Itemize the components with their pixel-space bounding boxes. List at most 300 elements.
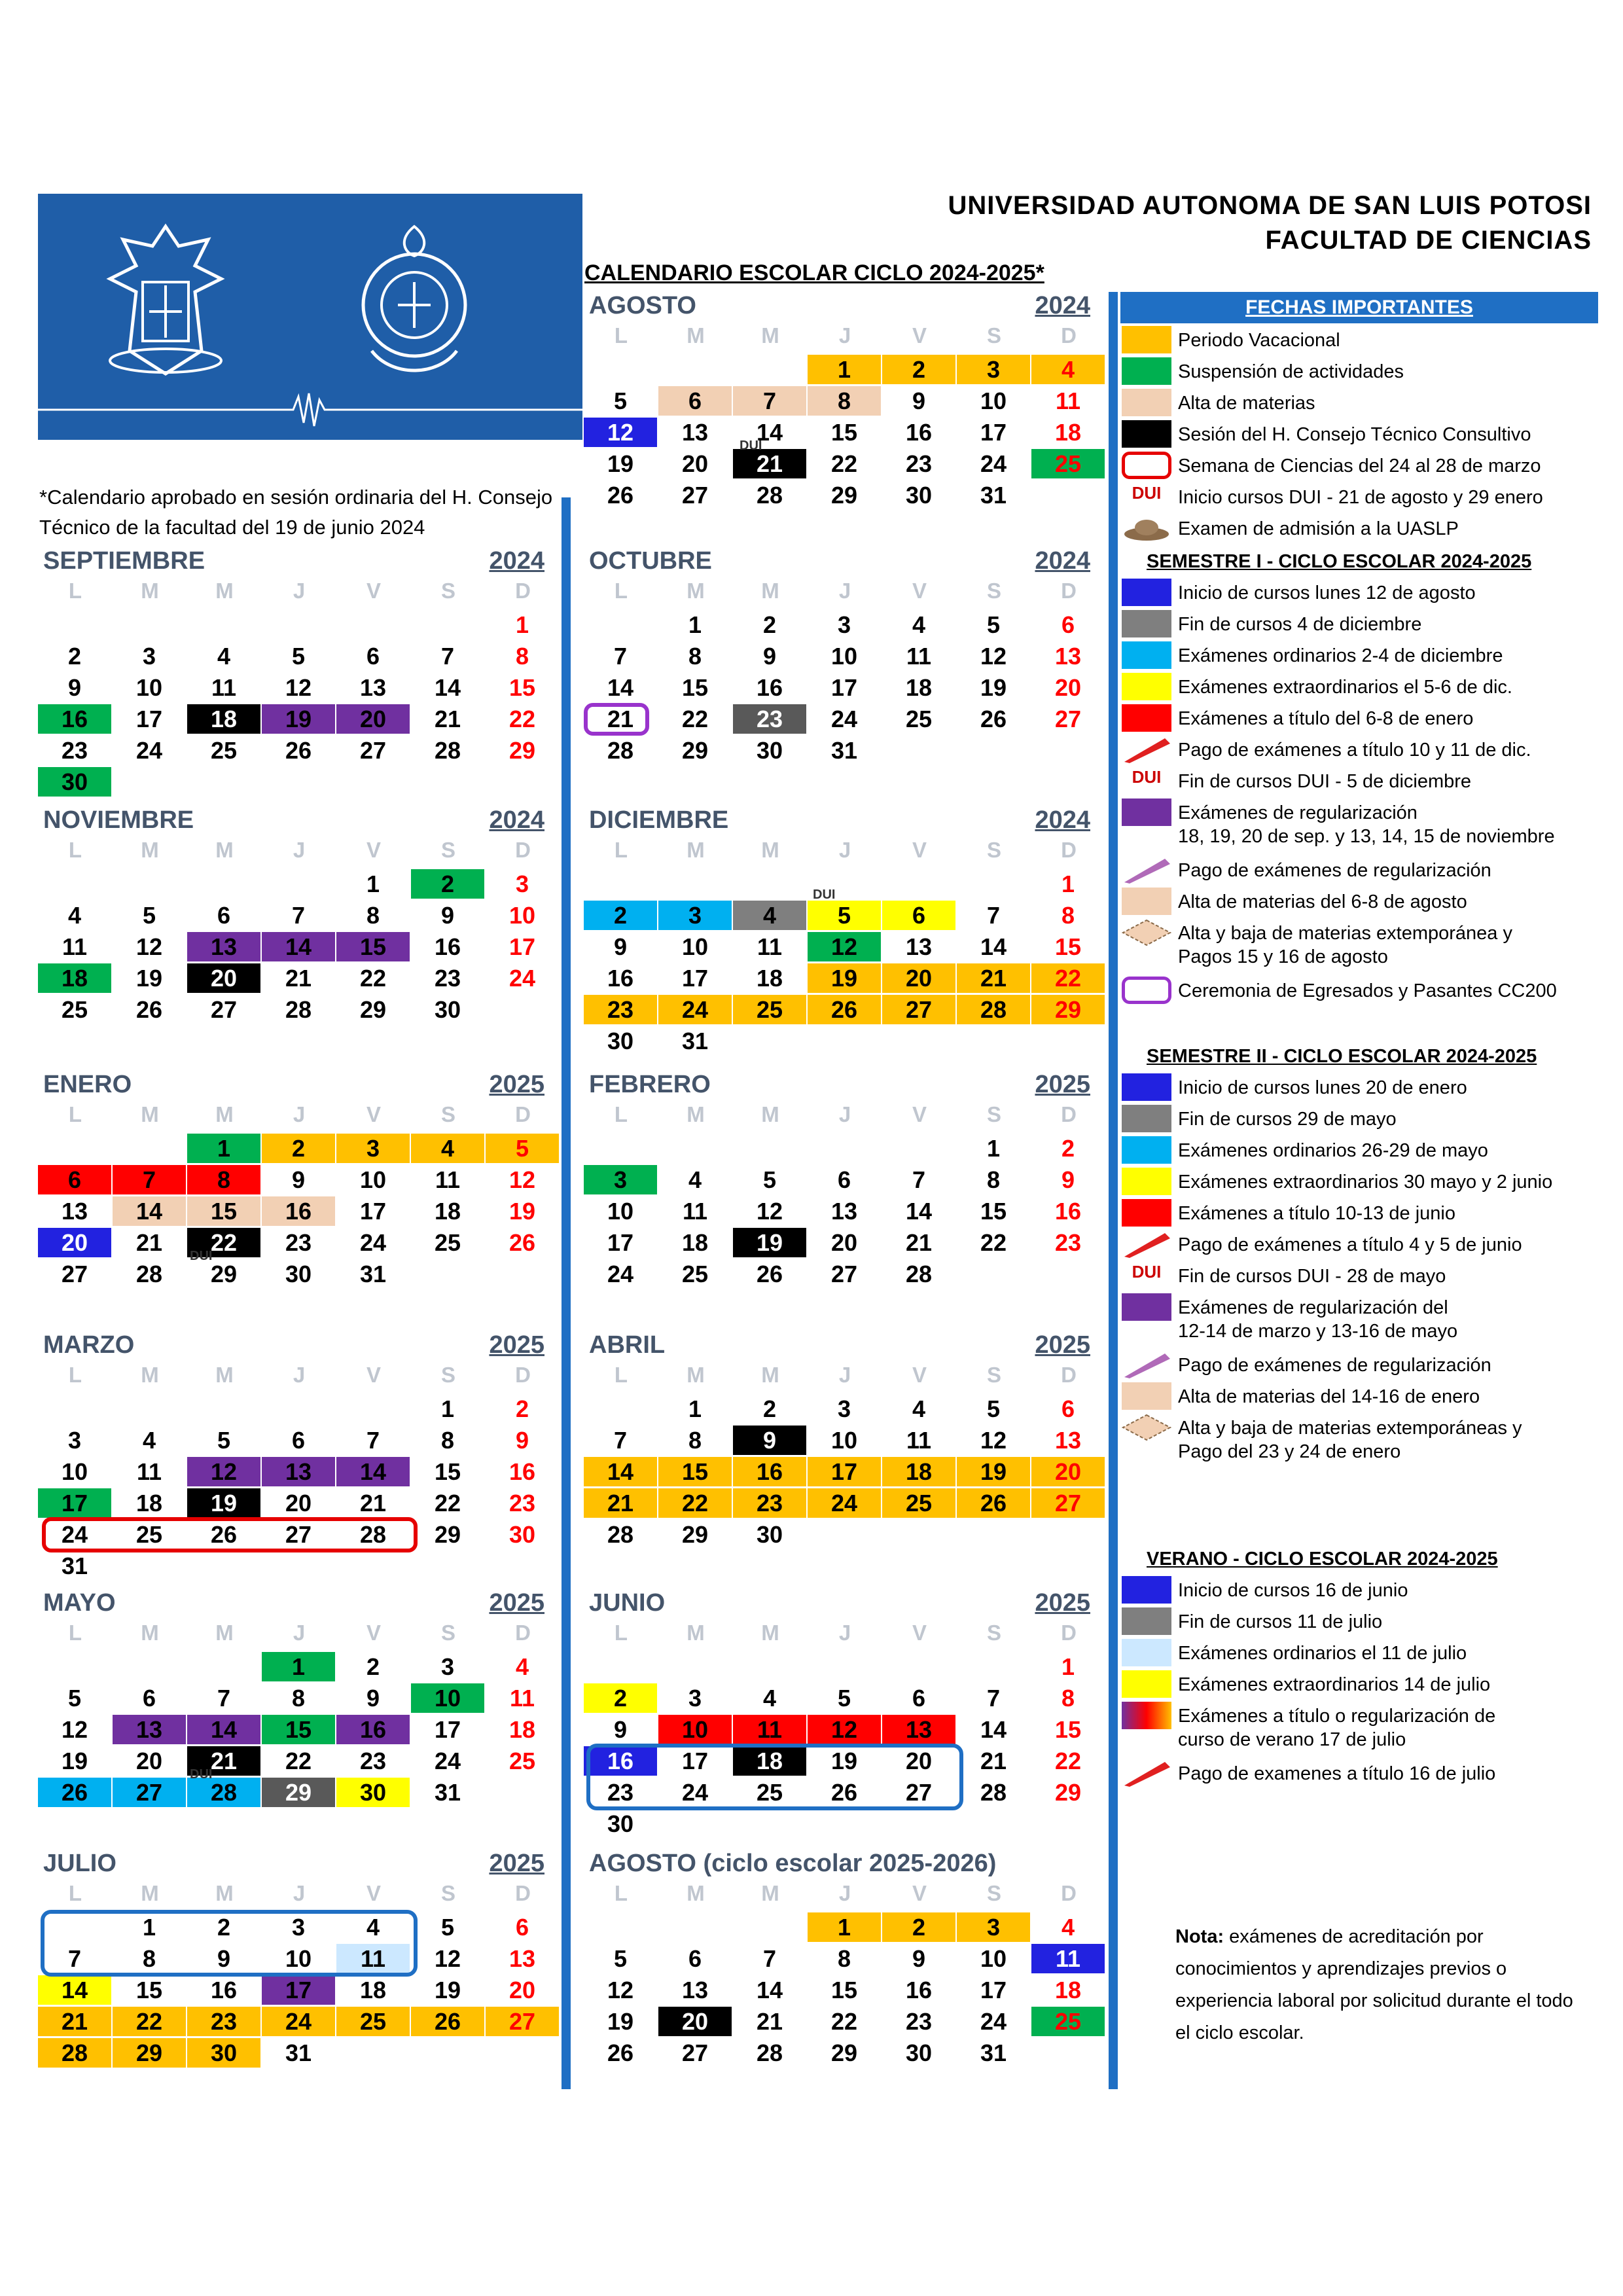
- gradient-swatch: [1122, 1702, 1171, 1729]
- weekday-label: L: [614, 1102, 628, 1126]
- calendar-day: 11: [682, 1198, 708, 1225]
- calendar-day: 2: [262, 1134, 335, 1163]
- weekday-label: L: [68, 1102, 82, 1126]
- calendar-day: 30: [508, 1521, 536, 1548]
- legend-item: [1120, 672, 1598, 703]
- calendar-day: 1: [688, 611, 702, 638]
- calendar-title: CALENDARIO ESCOLAR CICLO 2024-2025*: [584, 260, 1044, 285]
- calendar-day: 31: [434, 1779, 461, 1806]
- calendar-day: 21: [905, 1229, 933, 1256]
- calendar-day: 25: [905, 706, 933, 732]
- calendar-day: 4: [411, 1134, 484, 1163]
- weekday-label: M: [141, 838, 159, 862]
- calendar-day: 1: [808, 355, 881, 384]
- weekday-label: D: [515, 579, 531, 603]
- calendar-day: 24: [681, 1779, 709, 1806]
- calendar-day: 20: [882, 963, 955, 993]
- legend-item: [1120, 513, 1598, 545]
- calendar-day: 18: [135, 1490, 163, 1516]
- calendar-day: 18: [733, 1746, 806, 1776]
- calendar-day: 20: [658, 2007, 732, 2036]
- calendar-day: 30: [285, 1261, 312, 1287]
- weekday-label: J: [293, 1621, 306, 1645]
- calendar-day: 4: [912, 611, 926, 638]
- calendar-day: 18: [905, 674, 933, 701]
- weekday-label: M: [761, 579, 779, 603]
- calendar-day: 23: [1054, 1229, 1082, 1256]
- calendar-day: 14: [187, 1715, 260, 1744]
- color-swatch: [1122, 1293, 1171, 1321]
- calendar-day: 6: [38, 1165, 111, 1194]
- weekday-label: J: [293, 1102, 306, 1126]
- calendar-day: 11: [136, 1458, 162, 1485]
- calendar-day: 21: [607, 706, 634, 732]
- calendar-day: 15: [135, 1977, 163, 2003]
- calendar-day: 9: [291, 1166, 306, 1193]
- calendar-day: 22: [1054, 1748, 1082, 1774]
- legend-label: Exámenes de regularización del: [1178, 1297, 1448, 1318]
- legend-label: Fin de cursos DUI - 5 de diciembre: [1178, 771, 1472, 792]
- month-name: NOVIEMBRE: [43, 806, 194, 834]
- calendar-day: 9: [515, 1427, 529, 1454]
- calendar-day: 19: [808, 963, 881, 993]
- legend-item: [1120, 387, 1598, 419]
- month-year: 2024: [489, 806, 544, 834]
- calendar-day: 26: [607, 2039, 634, 2066]
- weekday-label: V: [912, 1621, 927, 1645]
- calendar-day: 3: [336, 1134, 410, 1163]
- summer-course-ring: [586, 1744, 963, 1810]
- month-year: 2024: [1035, 292, 1090, 319]
- calendar-day: 5: [762, 1166, 777, 1193]
- color-swatch: [1122, 1607, 1171, 1635]
- month-name: SEPTIEMBRE: [43, 547, 205, 575]
- calendar-day: 22: [658, 1488, 732, 1518]
- calendar-day: 7: [912, 1166, 926, 1193]
- calendar-day: 1: [1061, 1653, 1075, 1680]
- calendar-day: 20: [1054, 674, 1082, 701]
- calendar-day: 15: [336, 932, 410, 961]
- color-swatch: [1122, 389, 1171, 416]
- legend-item: [1120, 1638, 1598, 1669]
- calendar-day: 18: [359, 1977, 387, 2003]
- calendar-day: 1: [366, 870, 380, 897]
- weekday-label: J: [838, 1881, 851, 1905]
- calendar-day: 8: [366, 902, 380, 929]
- calendar-day: 27: [882, 995, 955, 1024]
- calendar-day: 20: [285, 1490, 312, 1516]
- legend-label: 12-14 de marzo y 13-16 de mayo: [1178, 1321, 1458, 1342]
- calendar-day: 25: [336, 2007, 410, 2036]
- calendar-day: 27: [359, 737, 387, 764]
- weekday-label: S: [986, 1621, 1001, 1645]
- legend-item: [1120, 886, 1598, 918]
- month-name: ABRIL: [589, 1331, 666, 1359]
- calendar-day: 19: [434, 1977, 461, 2003]
- legend-item: [1120, 1166, 1598, 1198]
- calendar-day: 2: [584, 901, 657, 930]
- calendar-day: 28: [905, 1261, 933, 1287]
- legend-label: Pago de exámenes a título 10 y 11 de dic.: [1178, 740, 1531, 761]
- calendar-day: 20: [336, 704, 410, 734]
- weekday-label: J: [838, 838, 851, 862]
- calendar-day: 12: [808, 1715, 881, 1744]
- calendar-day: 7: [217, 1685, 231, 1712]
- calendar-day: 11: [336, 1944, 410, 1973]
- calendar-day: 14: [434, 674, 461, 701]
- legend-label: Exámenes ordinarios 2-4 de diciembre: [1178, 645, 1503, 666]
- legend-label: Fin de cursos 29 de mayo: [1178, 1109, 1397, 1130]
- calendar-day: 11: [62, 933, 88, 960]
- calendar-day: 3: [957, 1912, 1030, 1942]
- calendar-day: 17: [434, 1716, 461, 1743]
- month-name: AGOSTO (ciclo escolar 2025-2026): [589, 1850, 997, 1877]
- legend-header: FECHAS IMPORTANTES: [1120, 292, 1598, 323]
- calendar-day: 13: [61, 1198, 88, 1225]
- calendar-day: 16: [336, 1715, 410, 1744]
- month-year: 2025: [489, 1850, 544, 1877]
- calendar-day: 15: [1054, 933, 1082, 960]
- legend-item: [1120, 1103, 1598, 1135]
- calendar-day: 28: [607, 1521, 634, 1548]
- weekday-label: V: [366, 1621, 381, 1645]
- color-swatch: [1122, 420, 1171, 448]
- calendar-day: 8: [808, 386, 881, 416]
- weekday-label: V: [366, 1881, 381, 1905]
- calendar-day: 7: [733, 386, 806, 416]
- weekday-label: D: [515, 1102, 531, 1126]
- calendar-day: 6: [882, 901, 955, 930]
- calendar-day: 20: [508, 1977, 536, 2003]
- weekday-label: M: [687, 1102, 705, 1126]
- calendar-day: 29: [830, 2039, 858, 2066]
- calendar-day: 21: [980, 1748, 1007, 1774]
- legend-label: Exámenes de regularización: [1178, 802, 1418, 823]
- calendar-day: 16: [905, 1977, 933, 2003]
- calendar-day: 6: [1061, 611, 1075, 638]
- calendar-day: 17: [607, 1229, 634, 1256]
- weekday-label: D: [1061, 579, 1077, 603]
- calendar-day: 19: [830, 1748, 858, 1774]
- weekday-label: L: [68, 1363, 82, 1387]
- weekday-label: J: [838, 1363, 851, 1387]
- calendar-day: 31: [359, 1261, 387, 1287]
- calendar-day: 2: [411, 869, 484, 899]
- calendar-day: 19: [135, 965, 163, 992]
- calendar-day: 13: [359, 674, 387, 701]
- calendar-day: 18: [1054, 419, 1082, 446]
- calendar-day: 21: [756, 2008, 783, 2035]
- calendar-day: 9: [733, 1426, 806, 1455]
- calendar-day: 7: [113, 1165, 186, 1194]
- calendar-day: 25: [882, 1488, 955, 1518]
- calendar-day: 15: [508, 674, 536, 701]
- calendar-day: 31: [830, 737, 858, 764]
- weekday-label: M: [687, 838, 705, 862]
- calendar-day: 3: [584, 1165, 657, 1194]
- calendar-day: 25: [681, 1261, 709, 1287]
- calendar-day: 22: [681, 706, 709, 732]
- calendar-day: 9: [762, 643, 777, 670]
- calendar-day: 8: [1061, 1685, 1075, 1712]
- calendar-day: 21: [285, 965, 312, 992]
- weekday-label: S: [440, 1102, 455, 1126]
- weekday-label: M: [141, 1621, 159, 1645]
- calendar-day: 26: [808, 995, 881, 1024]
- calendar-day: 21: [359, 1490, 387, 1516]
- calendar-day: 11: [509, 1685, 535, 1712]
- calendar-day: 11: [435, 1166, 461, 1193]
- calendar-day: 24: [61, 1521, 88, 1548]
- calendar-day: 25: [1031, 2007, 1105, 2036]
- calendar-day: 27: [210, 996, 238, 1023]
- calendar-day: 5: [142, 902, 156, 929]
- calendar-day: 2: [762, 611, 777, 638]
- weekday-label: V: [912, 838, 927, 862]
- legend-label: Alta de materias: [1178, 393, 1315, 414]
- weekday-label: V: [912, 323, 927, 348]
- color-swatch: [1122, 704, 1171, 732]
- calendar-day: 15: [262, 1715, 335, 1744]
- calendar-day: 6: [912, 1685, 926, 1712]
- calendar-day: 22: [113, 2007, 186, 2036]
- calendar-day: 17: [135, 706, 163, 732]
- calendar-day: 7: [613, 643, 628, 670]
- legend-item: [1120, 1072, 1598, 1103]
- weekday-label: M: [761, 1363, 779, 1387]
- color-swatch: [1122, 1136, 1171, 1164]
- calendar-day: 16: [905, 419, 933, 446]
- weekday-label: L: [614, 323, 628, 348]
- calendar-day: 3: [957, 355, 1030, 384]
- calendar-day: 6: [366, 643, 380, 670]
- calendar-day: 2: [584, 1683, 657, 1713]
- calendar-day: 23: [359, 1748, 387, 1774]
- weekday-label: V: [912, 579, 927, 603]
- calendar-day: 2: [882, 355, 955, 384]
- legend-label: Suspensión de actividades: [1178, 361, 1404, 382]
- calendar-day: 4: [733, 901, 806, 930]
- weekday-label: D: [1061, 1621, 1077, 1645]
- legend-label: Inicio de cursos 16 de junio: [1178, 1580, 1408, 1601]
- calendar-day: 29: [1054, 1779, 1082, 1806]
- legend-label: Exámenes extraordinarios el 5-6 de dic.: [1178, 677, 1512, 698]
- calendar-day: 16: [1054, 1198, 1082, 1225]
- calendar-day: 27: [1031, 1488, 1105, 1518]
- calendar-day: 13: [113, 1715, 186, 1744]
- calendar-day: 24: [980, 450, 1007, 477]
- calendar-day: 8: [142, 1945, 156, 1972]
- calendar-day: 31: [61, 1552, 88, 1579]
- calendar-day: 29: [681, 737, 709, 764]
- red-pen-icon: [1122, 1230, 1171, 1258]
- calendar-day: 5: [837, 1685, 851, 1712]
- calendar-day: 27: [1054, 706, 1082, 732]
- calendar-day: 16: [508, 1458, 536, 1485]
- weekday-label: J: [838, 1102, 851, 1126]
- calendar-day: 1: [187, 1134, 260, 1163]
- calendar-day: 10: [359, 1166, 387, 1193]
- month-name: OCTUBRE: [589, 547, 712, 575]
- calendar-day: 5: [613, 387, 628, 414]
- weekday-label: S: [440, 838, 455, 862]
- calendar-day: 15: [1054, 1716, 1082, 1743]
- color-swatch: [1122, 673, 1171, 700]
- calendar-day: 28: [980, 1779, 1007, 1806]
- calendar-day: 22: [359, 965, 387, 992]
- month-name: MAYO: [43, 1589, 116, 1617]
- weekday-label: M: [215, 1621, 234, 1645]
- calendar-day: 5: [67, 1685, 82, 1712]
- legend-item: [1120, 577, 1598, 609]
- calendar-day: 14: [980, 1716, 1007, 1743]
- calendar-day: 25: [135, 1521, 163, 1548]
- calendar-day: 3: [142, 643, 156, 670]
- color-swatch: [1122, 1576, 1171, 1604]
- legend-label: Exámenes ordinarios el 11 de julio: [1178, 1643, 1467, 1664]
- calendar-day: 2: [366, 1653, 380, 1680]
- calendar-day: 18: [756, 965, 783, 992]
- calendar-day: 29: [434, 1521, 461, 1548]
- weekday-label: M: [215, 1102, 234, 1126]
- calendar-day: 17: [980, 419, 1007, 446]
- calendar-day: 27: [285, 1521, 312, 1548]
- legend-label: Periodo Vacacional: [1178, 330, 1340, 351]
- calendar-day: 3: [837, 611, 851, 638]
- weekday-label: S: [986, 1363, 1001, 1387]
- calendar-day: 7: [613, 1427, 628, 1454]
- calendar-day: 17: [681, 965, 709, 992]
- calendar-day: 2: [882, 1912, 955, 1942]
- weekday-label: M: [761, 1881, 779, 1905]
- legend-item: [1120, 1381, 1598, 1412]
- legend-label: Alta y baja de materias extemporánea y: [1178, 923, 1512, 944]
- legend-item: [1120, 1261, 1598, 1292]
- weekday-label: V: [366, 838, 381, 862]
- calendar-day: 11: [733, 1715, 806, 1744]
- calendar-day: 8: [688, 643, 702, 670]
- weekday-label: D: [1061, 323, 1077, 348]
- red-pen-icon: [1122, 736, 1171, 763]
- weekday-label: M: [141, 579, 159, 603]
- dui-tag: DUI: [190, 1767, 213, 1782]
- legend-item: [1120, 1606, 1598, 1638]
- note-text: exámenes de acreditación por conocimientos y aprendizajes previos o experiencia laboral por solicitud durante el todo el ciclo escolar.: [1175, 1926, 1573, 2043]
- approval-note: *Calendario aprobado en sesión ordinaria del H. Consejo Técnico de la facultad del 19 de junio 2024: [39, 486, 553, 539]
- calendar-day: 4: [217, 643, 231, 670]
- calendar-day: 11: [906, 643, 932, 670]
- legend-label: Semana de Ciencias del 24 al 28 de marzo: [1178, 456, 1541, 476]
- calendar-day: 5: [217, 1427, 231, 1454]
- calendar-day: 28: [957, 995, 1030, 1024]
- calendar-day: 5: [291, 643, 306, 670]
- legend-label: Pago de exámenes de regularización: [1178, 1355, 1491, 1376]
- calendar-day: 30: [905, 2039, 933, 2066]
- calendar-day: 6: [837, 1166, 851, 1193]
- dui-tag: DUI: [740, 439, 762, 453]
- calendar-day: 4: [1061, 1914, 1075, 1941]
- calendar-day: 3: [440, 1653, 455, 1680]
- weekday-label: D: [1061, 1102, 1077, 1126]
- purple-ring-swatch: [1122, 977, 1171, 1004]
- calendar-day: 24: [359, 1229, 387, 1256]
- calendar-day: 4: [515, 1653, 529, 1680]
- legend-label: Alta de materias del 6-8 de agosto: [1178, 891, 1467, 912]
- month-name: JULIO: [43, 1850, 116, 1877]
- calendar-day: 5: [486, 1134, 559, 1163]
- weekday-label: M: [215, 838, 234, 862]
- calendar-day: 26: [756, 1261, 783, 1287]
- calendar-day: 15: [830, 1977, 858, 2003]
- month-year: 2024: [489, 547, 544, 575]
- calendar-day: 26: [135, 996, 163, 1023]
- calendar-day: 6: [142, 1685, 156, 1712]
- weekday-label: V: [912, 1102, 927, 1126]
- calendar-day: 10: [658, 1715, 732, 1744]
- calendar-day: 7: [67, 1945, 82, 1972]
- legend-label: Alta y baja de materias extemporáneas y: [1178, 1418, 1522, 1439]
- legend-label: Fin de cursos 4 de diciembre: [1178, 614, 1422, 635]
- legend-label: Examen de admisión a la UASLP: [1178, 518, 1459, 539]
- calendar-day: 1: [808, 1912, 881, 1942]
- month-year: 2025: [489, 1331, 544, 1359]
- calendar-day: 10: [135, 674, 163, 701]
- ceremony-ring: [584, 703, 649, 736]
- calendar-day: 9: [1061, 1166, 1075, 1193]
- calendar-day: 16: [584, 1746, 657, 1776]
- calendar-day: 24: [658, 995, 732, 1024]
- legend-item: [1120, 766, 1598, 797]
- calendar-day: 23: [187, 2007, 260, 2036]
- calendar-day: 14: [980, 933, 1007, 960]
- legend-item: [1120, 1350, 1598, 1381]
- calendar-day: 5: [613, 1945, 628, 1972]
- weekday-label: M: [687, 323, 705, 348]
- calendar-day: 28: [607, 737, 634, 764]
- calendar-day: 14: [38, 1975, 111, 2005]
- calendar-day: 12: [980, 1427, 1007, 1454]
- calendar-day: 22: [830, 2008, 858, 2035]
- calendar-day: 14: [756, 1977, 783, 2003]
- calendar-day: 3: [291, 1914, 306, 1941]
- legend-label: Inicio cursos DUI - 21 de agosto y 29 enero: [1178, 487, 1543, 508]
- calendar-day: 15: [434, 1458, 461, 1485]
- calendar-day: 23: [61, 737, 88, 764]
- calendar-day: 24: [980, 2008, 1007, 2035]
- legend-item: [1120, 609, 1598, 640]
- calendar-day: 28: [135, 1261, 163, 1287]
- calendar-day: 21: [733, 449, 806, 478]
- calendar-day: 18: [434, 1198, 461, 1225]
- weekday-label: J: [838, 323, 851, 348]
- calendar-day: 26: [980, 706, 1007, 732]
- calendar-day: 19: [957, 1457, 1030, 1486]
- weekday-label: M: [761, 323, 779, 348]
- calendar-day: 11: [757, 933, 783, 960]
- note-label: Nota:: [1175, 1926, 1224, 1947]
- calendar-day: 14: [113, 1196, 186, 1226]
- calendar-day: 16: [434, 933, 461, 960]
- weekday-label: S: [440, 1621, 455, 1645]
- calendar-day: 3: [67, 1427, 82, 1454]
- calendar-day: 8: [291, 1685, 306, 1712]
- calendar-day: 18: [187, 704, 260, 734]
- weekday-label: V: [366, 1102, 381, 1126]
- calendar-day: 13: [830, 1198, 858, 1225]
- calendar-day: 23: [733, 1488, 806, 1518]
- calendar-day: 9: [613, 1716, 628, 1743]
- legend-label: Pago de exámenes a título 4 y 5 de junio: [1178, 1234, 1522, 1255]
